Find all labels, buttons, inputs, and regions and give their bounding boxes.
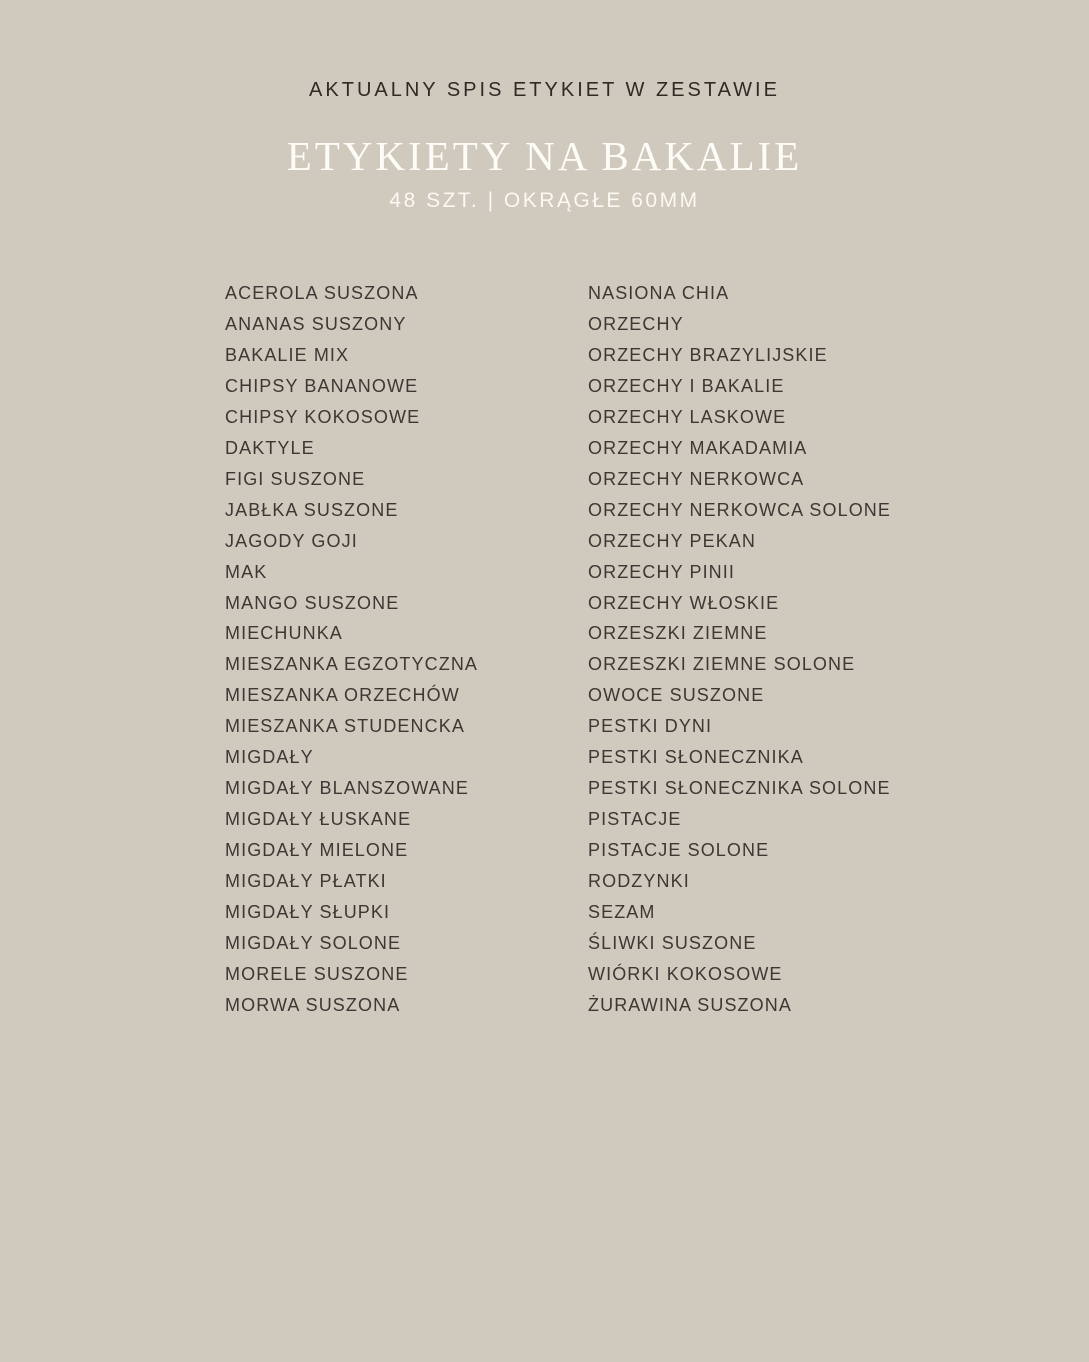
list-item: OWOCE SUSZONE	[588, 685, 765, 706]
list-item: DAKTYLE	[225, 437, 315, 458]
list-item: ORZECHY BRAZYLIJSKIE	[588, 344, 828, 365]
list-item: ORZESZKI ZIEMNE SOLONE	[588, 654, 856, 675]
label-list-right-column	[588, 278, 891, 1021]
list-item: MIECHUNKA	[225, 623, 343, 644]
list-item: ŚLIWKI SUSZONE	[588, 933, 757, 954]
list-item: ANANAS SUSZONY	[225, 313, 407, 334]
list-item: ORZECHY LASKOWE	[588, 406, 787, 427]
list-item: ORZECHY NERKOWCA SOLONE	[588, 499, 892, 520]
list-item: ORZECHY	[588, 313, 684, 334]
list-item: ORZECHY PINII	[588, 561, 735, 582]
list-item: ORZESZKI ZIEMNE	[588, 623, 768, 644]
list-item: MAK	[225, 561, 268, 582]
list-item: NASIONA CHIA	[588, 283, 730, 303]
list-item: WIÓRKI KOKOSOWE	[588, 963, 783, 984]
list-item: MIESZANKA ORZECHÓW	[225, 685, 460, 706]
list-item: ŻURAWINA SUSZONA	[588, 994, 792, 1015]
label-list-left-column	[225, 278, 588, 1021]
list-item: MIGDAŁY	[225, 747, 314, 768]
list-item: PISTACJE	[588, 809, 682, 830]
list-item: RODZYNKI	[588, 871, 690, 892]
list-item: MIGDAŁY ŁUSKANE	[225, 809, 412, 830]
list-item: PESTKI DYNI	[588, 716, 713, 737]
list-item: MORELE SUSZONE	[225, 963, 409, 984]
list-item: CHIPSY KOKOSOWE	[225, 406, 421, 427]
list-item: ACEROLA SUSZONA	[225, 283, 419, 303]
list-item: MIGDAŁY SOLONE	[225, 933, 402, 954]
list-item: PISTACJE SOLONE	[588, 840, 770, 861]
page-subtitle: 48 SZT. | OKRĄGŁE 60MM	[389, 189, 700, 212]
list-item: MIGDAŁY SŁUPKI	[225, 902, 391, 923]
list-item: CHIPSY BANANOWE	[225, 375, 419, 396]
list-item: FIGI SUSZONE	[225, 468, 366, 489]
list-item: SEZAM	[588, 902, 656, 923]
list-item: MORWA SUSZONA	[225, 994, 401, 1015]
page-title: ETYKIETY NA BAKALIE	[286, 133, 803, 179]
label-list	[0, 278, 1089, 1021]
list-item: MIGDAŁY PŁATKI	[225, 871, 387, 892]
kicker-heading: AKTUALNY SPIS ETYKIET W ZESTAWIE	[309, 79, 780, 101]
list-item: ORZECHY MAKADAMIA	[588, 437, 808, 458]
list-item: MANGO SUSZONE	[225, 592, 400, 613]
list-item: ORZECHY NERKOWCA	[588, 468, 805, 489]
list-item: JABŁKA SUSZONE	[225, 499, 399, 520]
list-item: JAGODY GOJI	[225, 530, 358, 551]
list-item: ORZECHY WŁOSKIE	[588, 592, 780, 613]
list-item: MIESZANKA STUDENCKA	[225, 716, 465, 737]
list-item: BAKALIE MIX	[225, 344, 350, 365]
list-item: ORZECHY I BAKALIE	[588, 375, 785, 396]
list-item: PESTKI SŁONECZNIKA	[588, 747, 804, 768]
list-item: MIGDAŁY MIELONE	[225, 840, 409, 861]
list-item: MIESZANKA EGZOTYCZNA	[225, 654, 479, 675]
list-item: PESTKI SŁONECZNIKA SOLONE	[588, 778, 891, 799]
list-item: ORZECHY PEKAN	[588, 530, 757, 551]
list-item: MIGDAŁY BLANSZOWANE	[225, 778, 469, 799]
